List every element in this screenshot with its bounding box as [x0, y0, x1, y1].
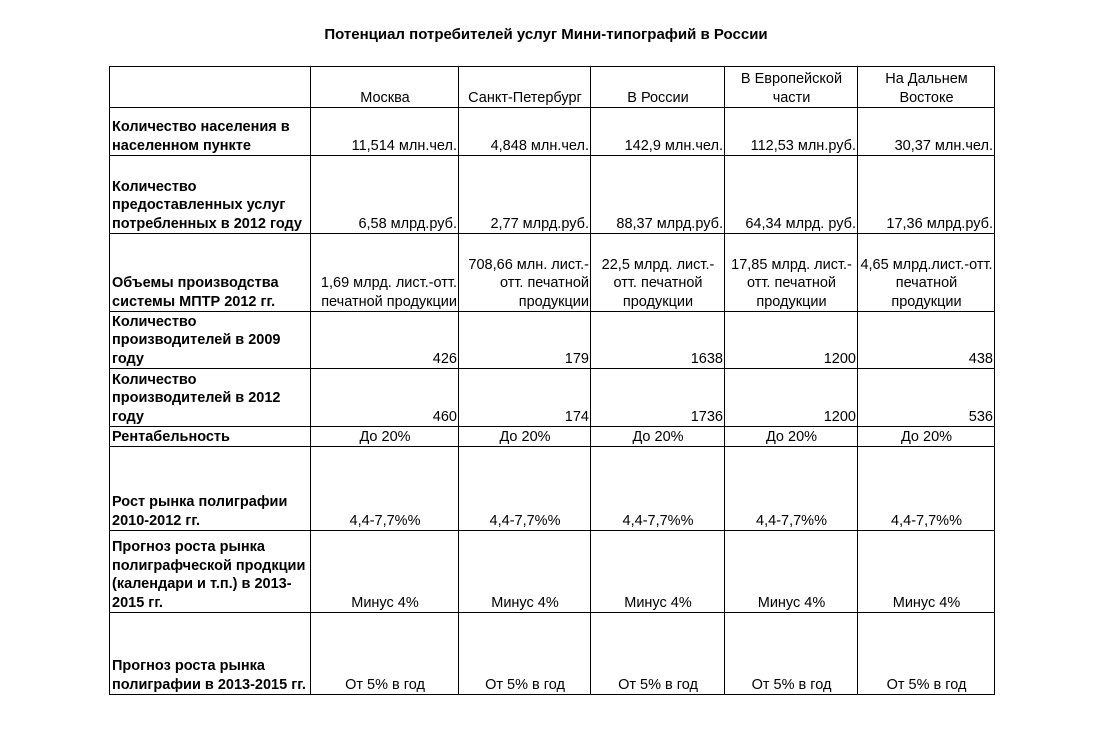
table-cell: 174 [459, 369, 591, 427]
column-header-european-part: В Европейской части [725, 67, 858, 108]
table-cell: Минус 4% [858, 531, 995, 613]
table-cell: 1200 [725, 312, 858, 369]
table-cell: Минус 4% [311, 531, 459, 613]
table-cell: От 5% в год [591, 613, 725, 695]
consumer-potential-table [109, 66, 995, 695]
table-cell: От 5% в год [858, 613, 995, 695]
row-label: Количество производителей в 2012 году [110, 369, 311, 427]
table-cell: До 20% [591, 427, 725, 447]
table-row [110, 234, 995, 312]
table-cell: От 5% в год [725, 613, 858, 695]
header-row [110, 67, 995, 108]
table-cell: 4,4-7,7%% [591, 447, 725, 531]
table-cell: 6,58 млрд.руб. [311, 156, 459, 234]
table-cell: 426 [311, 312, 459, 369]
table-cell: 1736 [591, 369, 725, 427]
row-label: Объемы производства системы МПТР 2012 гг. [110, 234, 311, 312]
table-cell: 179 [459, 312, 591, 369]
row-label: Количество населения в населенном пункте [110, 108, 311, 156]
row-label: Количество производителей в 2009 году [110, 312, 311, 369]
table-cell: 64,34 млрд. руб. [725, 156, 858, 234]
table-row [110, 531, 995, 613]
table-cell: Минус 4% [591, 531, 725, 613]
column-header-far-east: На Дальнем Востоке [858, 67, 995, 108]
table-cell: 22,5 млрд. лист.-отт. печатной продукции [591, 234, 725, 312]
table-cell: До 20% [725, 427, 858, 447]
table-cell: 88,37 млрд.руб. [591, 156, 725, 234]
table-cell: 4,4-7,7%% [858, 447, 995, 531]
table-cell: 1638 [591, 312, 725, 369]
table-row [110, 156, 995, 234]
table-cell: 1,69 млрд. лист.-отт. печатной продукции [311, 234, 459, 312]
table-cell: 4,4-7,7%% [311, 447, 459, 531]
table-cell: От 5% в год [311, 613, 459, 695]
row-label: Прогноз роста рынка полиграфии в 2013-2015 гг. [110, 613, 311, 695]
row-label: Прогноз роста рынка полиграфческой продкции (календари и т.п.) в 2013-2015 гг. [110, 531, 311, 613]
table-cell: 2,77 млрд.руб. [459, 156, 591, 234]
table-cell: 142,9 млн.чел. [591, 108, 725, 156]
table-cell: 1200 [725, 369, 858, 427]
row-label: Рентабельность [110, 427, 311, 447]
table-cell: 4,4-7,7%% [459, 447, 591, 531]
table-cell: 11,514 млн.чел. [311, 108, 459, 156]
table-cell: 112,53 млн.руб. [725, 108, 858, 156]
page-title: Потенциал потребителей услуг Мини-типографий в России [324, 26, 768, 43]
table-cell: 17,36 млрд.руб. [858, 156, 995, 234]
table-cell: 708,66 млн. лист.-отт. печатной продукции [459, 234, 591, 312]
table-cell: 4,848 млн.чел. [459, 108, 591, 156]
table-cell: 460 [311, 369, 459, 427]
table-cell: 536 [858, 369, 995, 427]
table-cell: 4,4-7,7%% [725, 447, 858, 531]
table-row [110, 108, 995, 156]
table-row [110, 447, 995, 531]
column-header-russia: В России [591, 67, 725, 108]
table-row [110, 312, 995, 369]
table-cell: До 20% [311, 427, 459, 447]
table-cell: От 5% в год [459, 613, 591, 695]
table-cell: Минус 4% [725, 531, 858, 613]
table-cell: До 20% [858, 427, 995, 447]
table-row [110, 427, 995, 447]
table-cell: 17,85 млрд. лист.-отт. печатной продукции [725, 234, 858, 312]
table-cell: 30,37 млн.чел. [858, 108, 995, 156]
row-label: Количество предоставленных услуг потребленных в 2012 году [110, 156, 311, 234]
column-header-saint-petersburg: Санкт-Петербург [459, 67, 591, 108]
table-row [110, 369, 995, 427]
table-cell: До 20% [459, 427, 591, 447]
table-cell: 4,65 млрд.лист.-отт. печатной продукции [858, 234, 995, 312]
row-label: Рост рынка полиграфии 2010-2012 гг. [110, 447, 311, 531]
table-cell: Минус 4% [459, 531, 591, 613]
table-row [110, 613, 995, 695]
column-header-moscow: Москва [311, 67, 459, 108]
table-cell: 438 [858, 312, 995, 369]
header-corner-cell [110, 67, 311, 108]
